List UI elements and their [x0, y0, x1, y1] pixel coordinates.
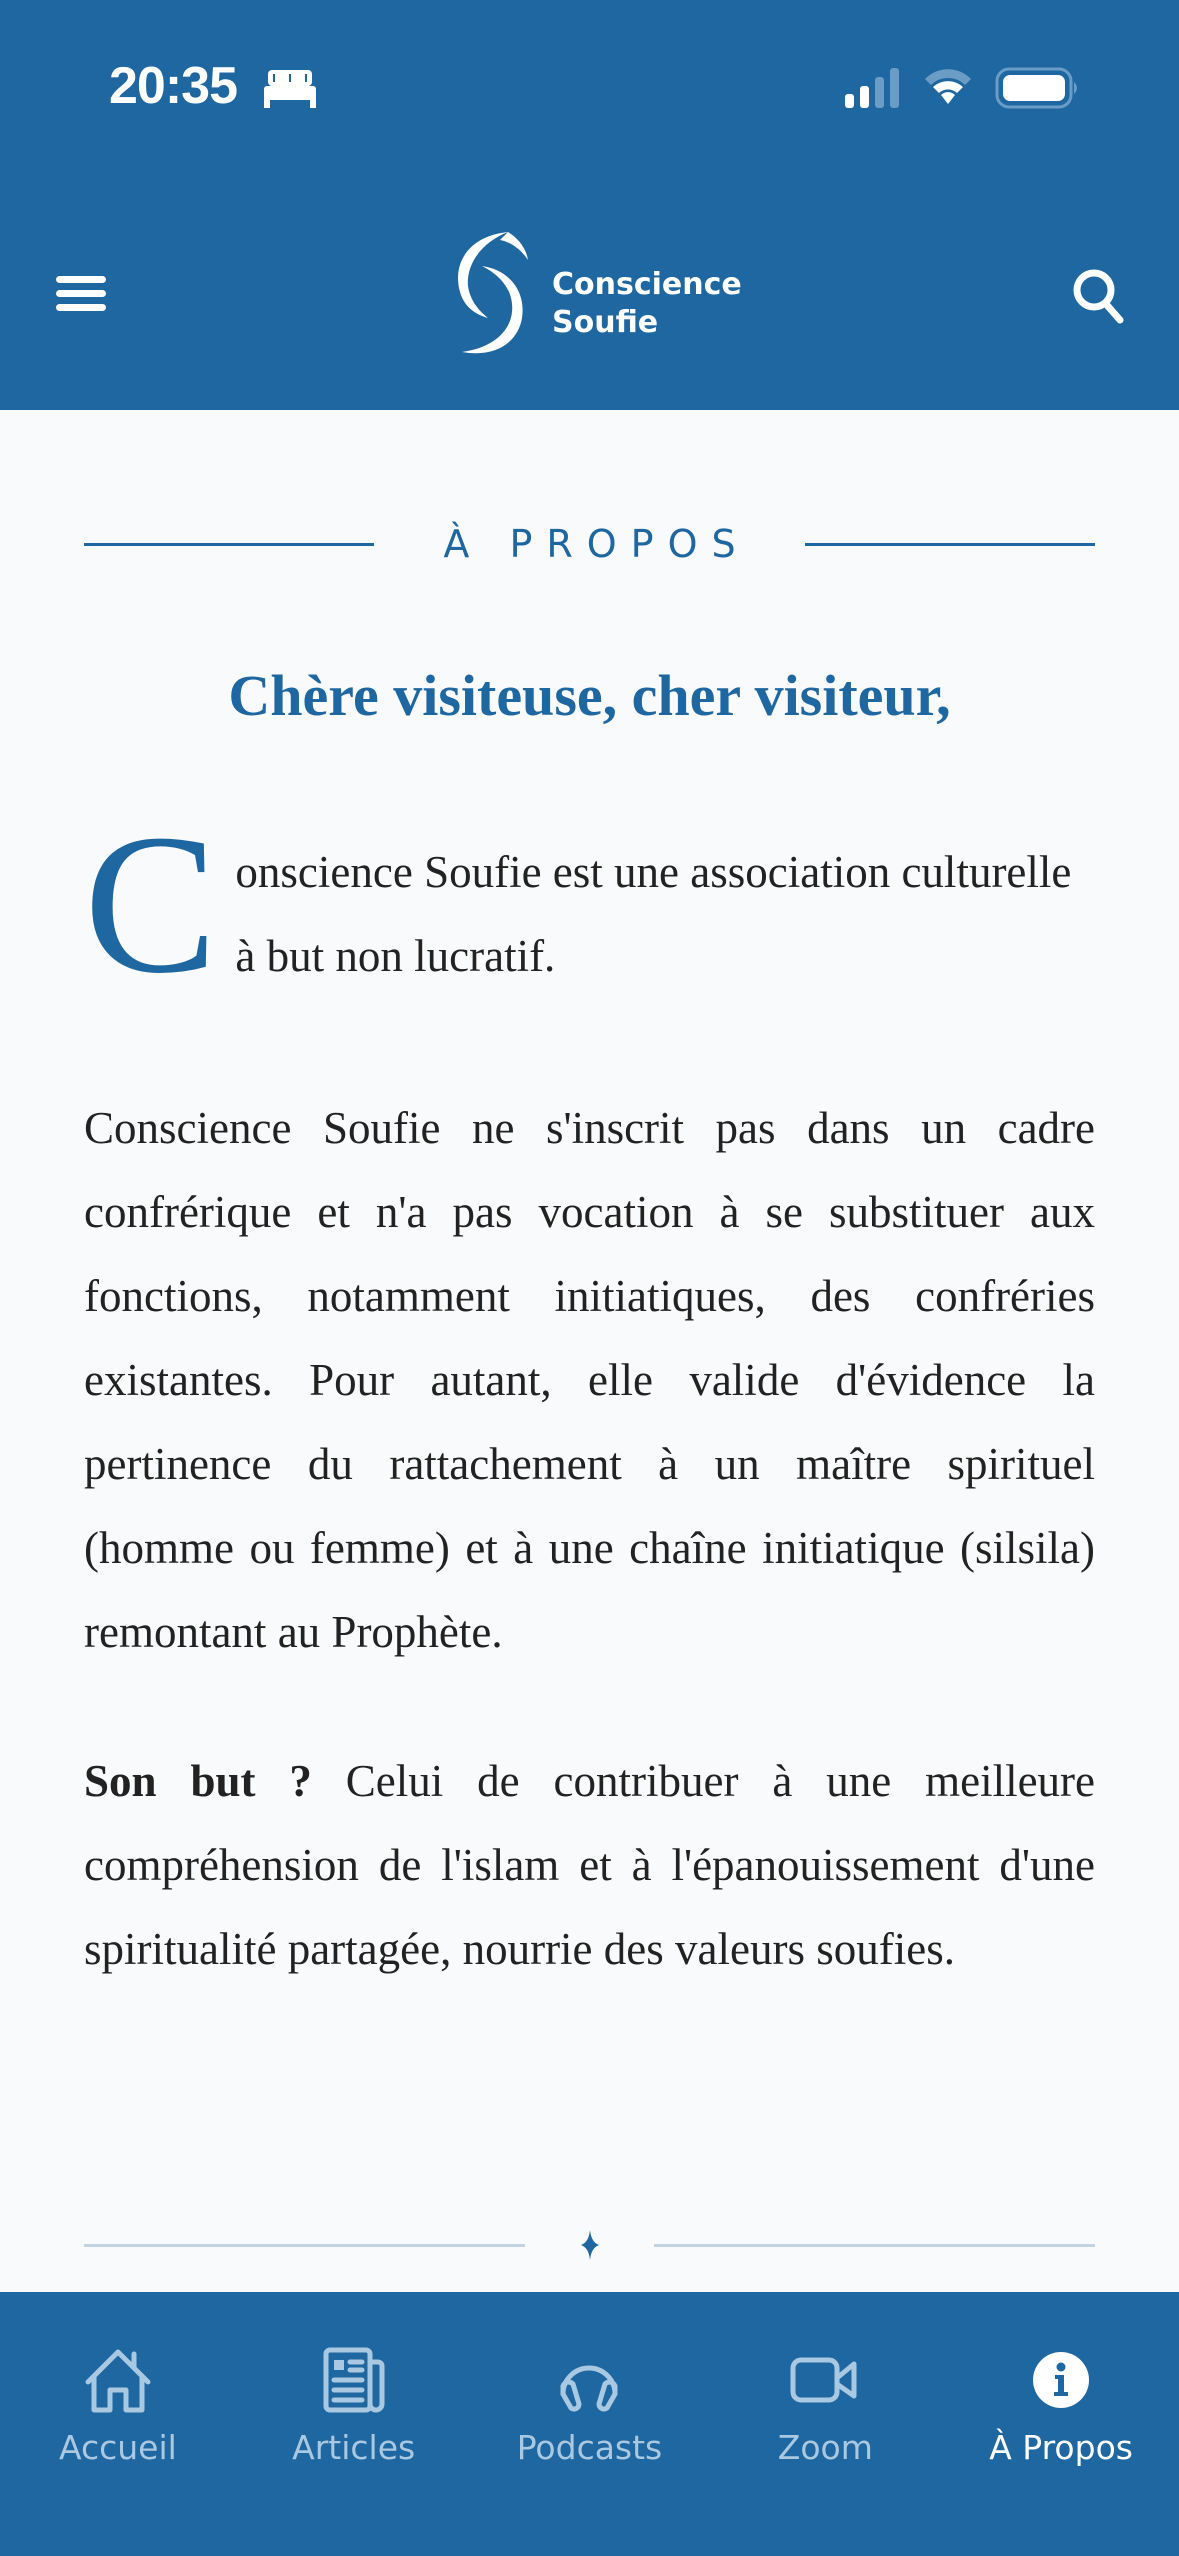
- tab-label: Podcasts: [516, 2428, 663, 2467]
- tab-a-propos[interactable]: [943, 2292, 1179, 2556]
- tab-label: À Propos: [989, 2428, 1133, 2467]
- video-camera-icon: [789, 2344, 861, 2416]
- four-point-star-icon: [575, 2230, 605, 2260]
- ornament-divider: [84, 2225, 1095, 2265]
- app-header: [0, 0, 1179, 410]
- goal-lead: Son but ?: [84, 1756, 312, 1806]
- divider-rule-right: [654, 2244, 1095, 2247]
- tab-label: Accueil: [58, 2428, 177, 2467]
- tab-zoom[interactable]: [707, 2292, 943, 2556]
- tab-label: Articles: [292, 2428, 416, 2467]
- greeting-heading: Chère visiteuse, cher visiteur,: [228, 663, 951, 728]
- tab-accueil[interactable]: [0, 2292, 236, 2556]
- section-title: À PROPOS: [443, 522, 750, 566]
- divider-rule-left: [84, 2244, 525, 2247]
- heading-rule-right: [805, 543, 1095, 546]
- bed-icon: [262, 68, 318, 108]
- info-icon: [1025, 2344, 1097, 2416]
- app-logo[interactable]: [448, 230, 742, 358]
- home-icon: [82, 2344, 154, 2416]
- paragraph-goal: [84, 1739, 1095, 1991]
- headphones-icon: [553, 2344, 625, 2416]
- battery-icon: [995, 66, 1081, 110]
- logo-line-2: Soufie: [552, 305, 659, 340]
- section-heading: [84, 514, 1095, 574]
- tab-podcasts[interactable]: [472, 2292, 708, 2556]
- logo-text: [552, 266, 742, 342]
- tab-label: Zoom: [777, 2428, 873, 2467]
- logo-line-1: Conscience: [552, 267, 742, 302]
- newspaper-icon: [318, 2344, 390, 2416]
- hamburger-menu-icon[interactable]: [50, 268, 112, 320]
- paragraph-mission: Conscience Soufie ne s'inscrit pas dans un cadre confrérique et n'a pas vocation à se substituer aux fonctions, notamment initiatiques, des confréries existantes. Pour autant, elle valide d'évidence la pertinence du rattachement à un maître spirituel (homme ou femme) et à une chaîne initiatique (silsila) remontant au Prophète.: [84, 1103, 1095, 1657]
- drop-cap: C: [84, 794, 218, 1015]
- cellular-signal-icon: [843, 66, 903, 108]
- intro-text: onscience Soufie est une association culturelle à but non lucratif.: [235, 847, 1072, 981]
- about-content: [0, 410, 1179, 2292]
- wifi-icon: [922, 64, 974, 108]
- bottom-tab-bar: [0, 2292, 1179, 2556]
- goal-text: Celui de contribuer à une meilleure compréhension de l'islam et à l'épanouissement d'une spiritualité partagée, nourrie des valeurs soufies.: [84, 1756, 1096, 1974]
- heading-rule-left: [84, 543, 374, 546]
- search-icon[interactable]: [1068, 262, 1128, 328]
- intro-paragraph: [84, 794, 1095, 1015]
- status-time: 20:35: [109, 57, 237, 115]
- logo-swirl-icon: [448, 230, 538, 358]
- tab-articles[interactable]: [236, 2292, 472, 2556]
